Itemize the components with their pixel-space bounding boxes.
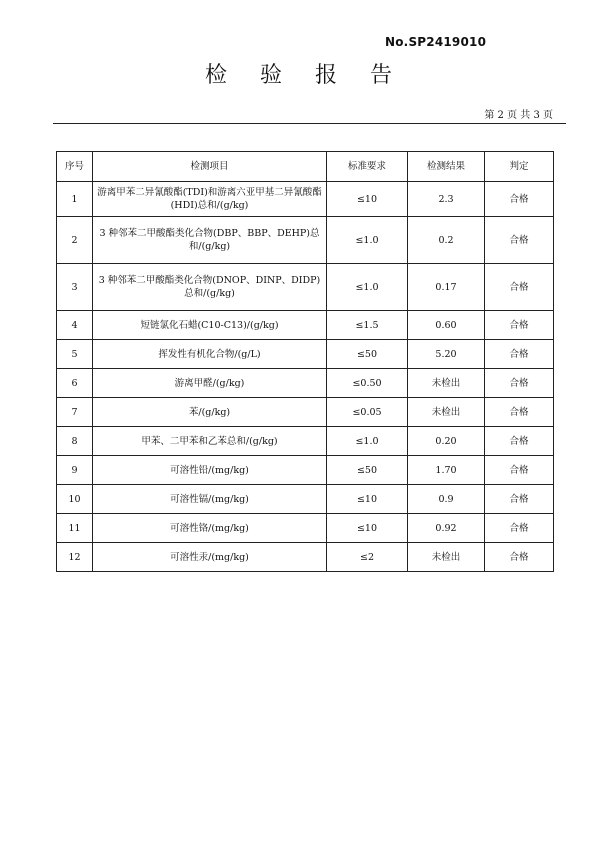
- cell-item: 短链氯化石蜡(C10-C13)/(g/kg): [93, 311, 327, 340]
- cell-result: 未检出: [408, 543, 485, 572]
- report-number: No.SP2419010: [385, 35, 487, 49]
- table-row: [57, 369, 554, 398]
- cell-result: 未检出: [408, 369, 485, 398]
- cell-no: 12: [57, 543, 93, 572]
- cell-judgment: 合格: [485, 427, 554, 456]
- table-row: [57, 340, 554, 369]
- cell-standard: ≤0.50: [327, 369, 408, 398]
- cell-result: 0.20: [408, 427, 485, 456]
- cell-no: 9: [57, 456, 93, 485]
- cell-standard: ≤10: [327, 514, 408, 543]
- cell-result: 0.60: [408, 311, 485, 340]
- cell-no: 3: [57, 264, 93, 311]
- cell-judgment: 合格: [485, 264, 554, 311]
- cell-judgment: 合格: [485, 485, 554, 514]
- inspection-results-table: [56, 151, 554, 572]
- cell-item: 挥发性有机化合物/(g/L): [93, 340, 327, 369]
- cell-standard: ≤1.0: [327, 217, 408, 264]
- header-divider: [53, 123, 566, 124]
- header-judgment: 判定: [485, 152, 554, 182]
- cell-item: 游离甲醛/(g/kg): [93, 369, 327, 398]
- table-row: [57, 217, 554, 264]
- header-result: 检测结果: [408, 152, 485, 182]
- table-row: [57, 398, 554, 427]
- cell-result: 0.9: [408, 485, 485, 514]
- cell-judgment: 合格: [485, 182, 554, 217]
- header-no: 序号: [57, 152, 93, 182]
- cell-result: 5.20: [408, 340, 485, 369]
- cell-judgment: 合格: [485, 217, 554, 264]
- cell-no: 11: [57, 514, 93, 543]
- cell-no: 6: [57, 369, 93, 398]
- cell-judgment: 合格: [485, 311, 554, 340]
- cell-standard: ≤50: [327, 340, 408, 369]
- cell-no: 4: [57, 311, 93, 340]
- cell-item: 游离甲苯二异氰酸酯(TDI)和游离六亚甲基二异氰酸酯(HDI)总和/(g/kg): [93, 182, 327, 217]
- cell-no: 5: [57, 340, 93, 369]
- cell-item: 可溶性铅/(mg/kg): [93, 456, 327, 485]
- cell-no: 8: [57, 427, 93, 456]
- cell-judgment: 合格: [485, 340, 554, 369]
- table-row: [57, 456, 554, 485]
- page-title: 检 验 报 告: [205, 63, 405, 88]
- cell-result: 1.70: [408, 456, 485, 485]
- cell-result: 0.92: [408, 514, 485, 543]
- cell-no: 10: [57, 485, 93, 514]
- cell-result: 0.2: [408, 217, 485, 264]
- cell-standard: ≤10: [327, 485, 408, 514]
- cell-standard: ≤2: [327, 543, 408, 572]
- cell-item: 苯/(g/kg): [93, 398, 327, 427]
- header-standard: 标准要求: [327, 152, 408, 182]
- cell-judgment: 合格: [485, 369, 554, 398]
- cell-no: 7: [57, 398, 93, 427]
- cell-judgment: 合格: [485, 456, 554, 485]
- cell-standard: ≤0.05: [327, 398, 408, 427]
- table-row: [57, 543, 554, 572]
- cell-standard: ≤1.0: [327, 264, 408, 311]
- page-indicator: 第 2 页 共 3 页: [484, 110, 553, 121]
- cell-judgment: 合格: [485, 398, 554, 427]
- cell-result: 2.3: [408, 182, 485, 217]
- table-row: [57, 427, 554, 456]
- cell-no: 2: [57, 217, 93, 264]
- cell-item: 可溶性汞/(mg/kg): [93, 543, 327, 572]
- cell-standard: ≤50: [327, 456, 408, 485]
- table-row: [57, 514, 554, 543]
- cell-standard: ≤1.5: [327, 311, 408, 340]
- cell-item: 3 种邻苯二甲酸酯类化合物(DBP、BBP、DEHP)总和/(g/kg): [93, 217, 327, 264]
- cell-item: 甲苯、二甲苯和乙苯总和/(g/kg): [93, 427, 327, 456]
- cell-judgment: 合格: [485, 514, 554, 543]
- cell-item: 可溶性镉/(mg/kg): [93, 485, 327, 514]
- cell-standard: ≤1.0: [327, 427, 408, 456]
- table-header-row: [57, 152, 554, 182]
- table-row: [57, 182, 554, 217]
- table-row: [57, 311, 554, 340]
- cell-result: 未检出: [408, 398, 485, 427]
- table-row: [57, 264, 554, 311]
- cell-judgment: 合格: [485, 543, 554, 572]
- cell-standard: ≤10: [327, 182, 408, 217]
- header-item: 检测项目: [93, 152, 327, 182]
- cell-no: 1: [57, 182, 93, 217]
- cell-item: 3 种邻苯二甲酸酯类化合物(DNOP、DINP、DIDP)总和/(g/kg): [93, 264, 327, 311]
- cell-item: 可溶性铬/(mg/kg): [93, 514, 327, 543]
- cell-result: 0.17: [408, 264, 485, 311]
- table-row: [57, 485, 554, 514]
